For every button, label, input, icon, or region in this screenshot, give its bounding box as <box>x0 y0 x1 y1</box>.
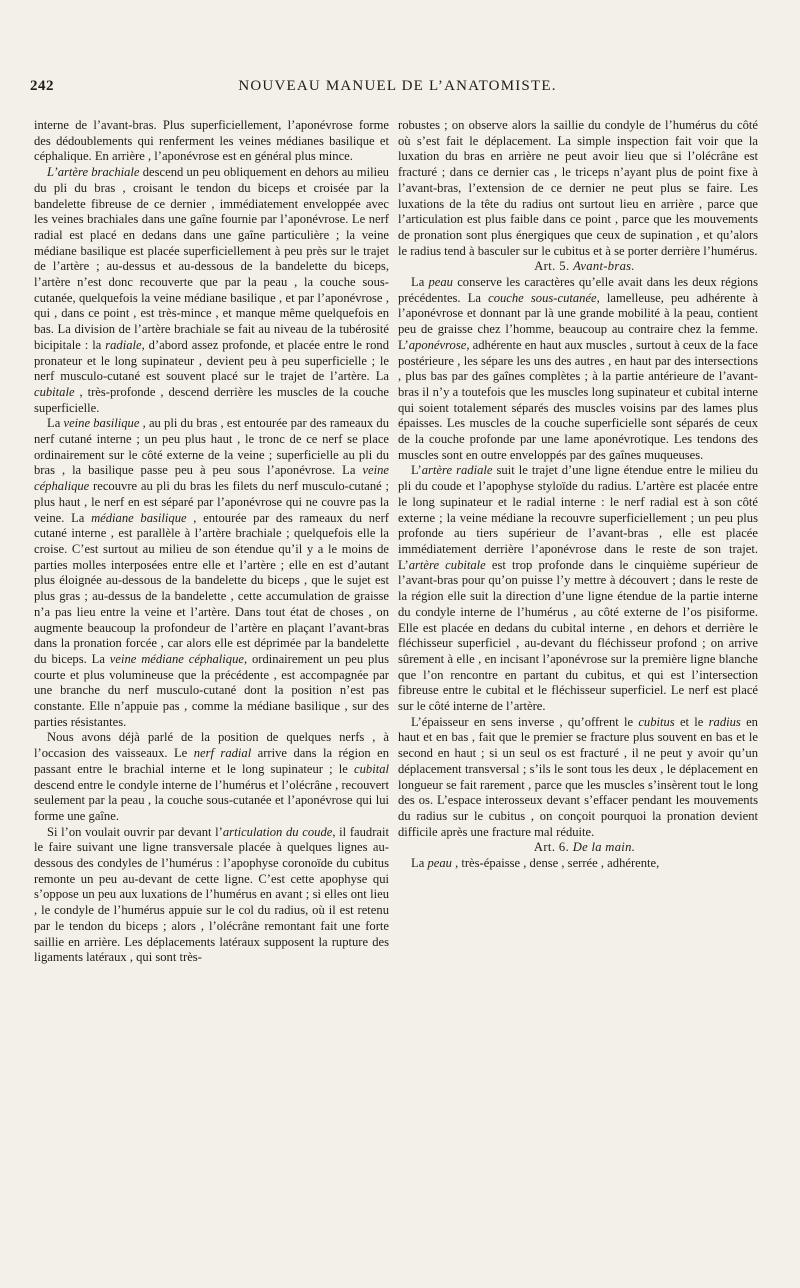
italic-term: veine médiane céphalique, <box>109 651 248 666</box>
italic-term: peau <box>428 275 453 290</box>
running-head: NOUVEAU MANUEL DE L’ANATOMISTE. <box>238 78 557 94</box>
page-number: 242 <box>30 78 54 94</box>
italic-term: nerf radial <box>193 746 252 761</box>
italic-term: peau <box>427 856 452 871</box>
italic-term: cubital <box>354 761 389 776</box>
italic-term: aponévrose, <box>408 337 470 352</box>
italic-term: radius <box>708 714 741 729</box>
paragraph: robustes ; on observe alors la saillie du condyle de l’humérus du côté où s’est fait le déplacement. La simple inspection fait voir que la luxation du bras en arrière ne peut avoir lieu que si l’olécrâne est fracturé ; dans ce dernier cas , le triceps n’ayant plus de point fixe à l’avant-bras, l’extension de ce dernier ne peut plus se faire. Les luxations de la tête du radius ont surtout lieu en arrière , parce que l’articulation est plus faible dans ce point , parce que les mouvements de pronation sont plus énergiques que ceux de supination , et qu’alors le radius tend à basculer sur le cubitus et à se porter derrière l’humérus. <box>398 118 758 258</box>
paragraph: Si l’on voulait ouvrir par devant l’articulation du coude, il faudrait le faire suivant une ligne transversale placée à quelques lignes au-dessous des condyles de l’humérus : l’apophyse coronoïde du cubitus remonte un peu au-devant de cette ligne. C’est cette apophyse qui s’oppose un peu aux luxations de l’humérus en avant ; si elles ont lieu , le condyle de l’humérus appuie sur le col du radius, où il est retenu par le tendon du biceps ; alors , l’olécrâne remontant fait une forte saillie en arrière. Les déplacements latéraux supposent la rupture des ligaments latéraux , qui sont très- <box>34 824 389 965</box>
paragraph: interne de l’avant-bras. Plus superficiellement, l’aponévrose forme des dédoublements qui renferment les veines médianes basilique et céphalique. En arrière , l’aponévrose est en général plus mince. <box>34 118 389 164</box>
italic-term: artère radiale <box>421 463 493 478</box>
paragraph: Nous avons déjà parlé de la position de quelques nerfs , à l’occasion des vaisseaux. Le nerf radial arrive dans la région en passant entre le brachial interne et le long supinateur ; le cubital descend entre le condyle interne de l’humérus et l’olécrâne , recouvert seulement par la peau , la couche sous-cutanée et l’aponévrose qui lui forme une gaîne. <box>34 730 389 823</box>
paragraph: L’artère radiale suit le trajet d’une ligne étendue entre le milieu du pli du coude et l’apophyse styloïde du radius. L’artère est placée entre le long supinateur et le radial interne : le nerf radial est à son côté externe ; la veine médiane la recouvre superficiellement ; un peu plus profonde au tiers supérieur de l’avant-bras , elle est placée immédiatement derrière l’aponévrose dans le reste de son trajet. L’artère cubitale est trop profonde dans le cinquième supérieur de l’avant-bras pour qu’on puisse l’y mettre à découvert ; dans le reste de la région elle suit la direction d’une ligne étendue de la partie interne du condyle interne de l’humérus , au côté externe de l’os pisiforme. Elle est placée en dedans du cubital interne , en dehors et derrière le fléchisseur superficiel , au-devant du fléchisseur profond ; on arrive sûrement à elle , en incisant l’aponévrose sur la première ligne blanche que l’on rencontre en partant du cubitus, et qui est l’intersection fibreuse entre le cubital et le fléchisseur superficiel. Le nerf est placé sur le côté interne de l’artère. <box>398 463 759 714</box>
italic-term: radiale, <box>105 337 145 352</box>
italic-term: articulation du coude, <box>222 824 336 839</box>
italic-term: artère cubitale <box>408 557 486 572</box>
right-column <box>398 118 758 872</box>
article-heading: Art. 6. De la main. <box>533 840 636 855</box>
paragraph: La peau , très-épaisse , dense , serrée , adhérente, <box>411 856 660 871</box>
italic-term: couche sous-cutanée, <box>488 290 600 305</box>
page-header <box>30 78 765 104</box>
paragraph: La veine basilique , au pli du bras , est entourée par des rameaux du nerf cutané interne ; un peu plus haut , le tronc de ce nerf se place ordinairement sur le côté externe de la veine ; superficielle au pli du bras , la basilique passe peu à peu sous l’aponévrose. La veine céphalique recouvre au pli du bras les filets du nerf musculo-cutané ; plus haut , le nerf en est séparé par l’aponévrose qui ne couvre pas la veine. La médiane basilique , entourée par des rameaux du nerf cutané interne , est parallèle à l’artère brachiale ; quelquefois elle la croise. C’est surtout au milieu de son étendue qu’il y a le moins de parties molles interposées entre elle et l’artère ; elle en est d’autant plus éloignée au-dessous de la bandelette du biceps , que le sujet est plus gras ; au-dessus de la bandelette , cette accumulation de graisse n’a pas lieu entre la veine et l’artère. Dans tout état de choses , on augmente beaucoup la profondeur de l’artère en plaçant l’avant-bras dans la pronation forcée , car alors elle est déprimée par la bandelette du biceps. La veine médiane céphalique, ordinairement un peu plus courte et plus volumineuse que la précédente , est accompagnée par une branche du nerf musculo-cutané dont la position n’est pas constante. Elle n’appuie pas , comme la médiane basilique , sur des parties résistantes. <box>34 416 389 729</box>
italic-term: médiane basilique <box>91 510 187 525</box>
italic-term: cubitus <box>638 714 675 729</box>
article-heading: Art. 5. Avant-bras. <box>534 259 635 274</box>
italic-term: cubitale <box>34 384 75 399</box>
left-column <box>34 118 389 966</box>
italic-term: veine basilique <box>63 416 140 431</box>
paragraph: L’épaisseur en sens inverse , qu’offrent le cubitus et le radius en haut et en bas , fait que le premier se fracture plus souvent en bas et le second en haut ; si un seul os est fracturé , il ne peut y avoir qu’un déplacement transversal ; s’ils le sont tous les deux , le déplacement en longueur se fait rarement , parce que les muscles s’insèrent tout le long des os. L’espace interosseux devant s’effacer pendant les mouvements du radius sur le cubitus , on conçoit pourquoi la pronation devient difficile après une fracture mal réduite. <box>398 714 758 839</box>
italic-term: L’artère brachiale <box>47 165 140 180</box>
paragraph: La peau conserve les caractères qu’elle avait dans les deux régions précédentes. La couche sous-cutanée, lamelleuse, peu adhérente à l’aponévrose et donnant par là une grande mobilité à la peau, contient peu de graisse chez l’homme, beaucoup au contraire chez la femme. L’aponévrose, adhérente en haut aux muscles , surtout à ceux de la face postérieure , les sépare les uns des autres , en haut par des intersections , plus bas par des gaînes complètes ; à la partie antérieure de l’avant-bras il n’y a toutefois que les muscles long supinateur et cubital interne qui soient totalement séparés des muscles voisins par des lames plus épaisses. Les muscles de la couche superficielle sont séparés de ceux de la couche profonde par une lame aponévrotique. Les tendons des muscles sont en outre enveloppés par des gaînes muqueuses. <box>398 275 758 462</box>
italic-term: veine céphalique <box>34 463 389 494</box>
paragraph: L’artère brachiale descend un peu obliquement en dehors au milieu du pli du bras , croisant le tendon du biceps et croisée par la bandelette fibreuse de ce dernier , immédiatement enveloppée avec les veines brachiales dans une gaîne fournie par l’aponévrose. Le nerf radial est placé en dedans dans une gaîne particulière ; la veine médiane basilique est placée superficiellement à peu près sur le trajet de l’artère ; au-dessus et au-dessous de la bandelette du biceps, l’artère n’est donc recouverte que par la peau , la couche sous-cutanée, quelquefois la veine médiane basilique , et par l’aponévrose , qui , dans ce point , est très-mince , et manque même quelquefois en bas. La division de l’artère brachiale se fait au niveau de la tubérosité bicipitale : la radiale, d’abord assez profonde, et placée entre le rond pronateur et le long supinateur , devient peu à peu superficielle ; le nerf musculo-cutané est souvent placé sur le trajet de l’artère. La cubitale , très-profonde , descend derrière les muscles de la couche superficielle. <box>34 165 390 415</box>
